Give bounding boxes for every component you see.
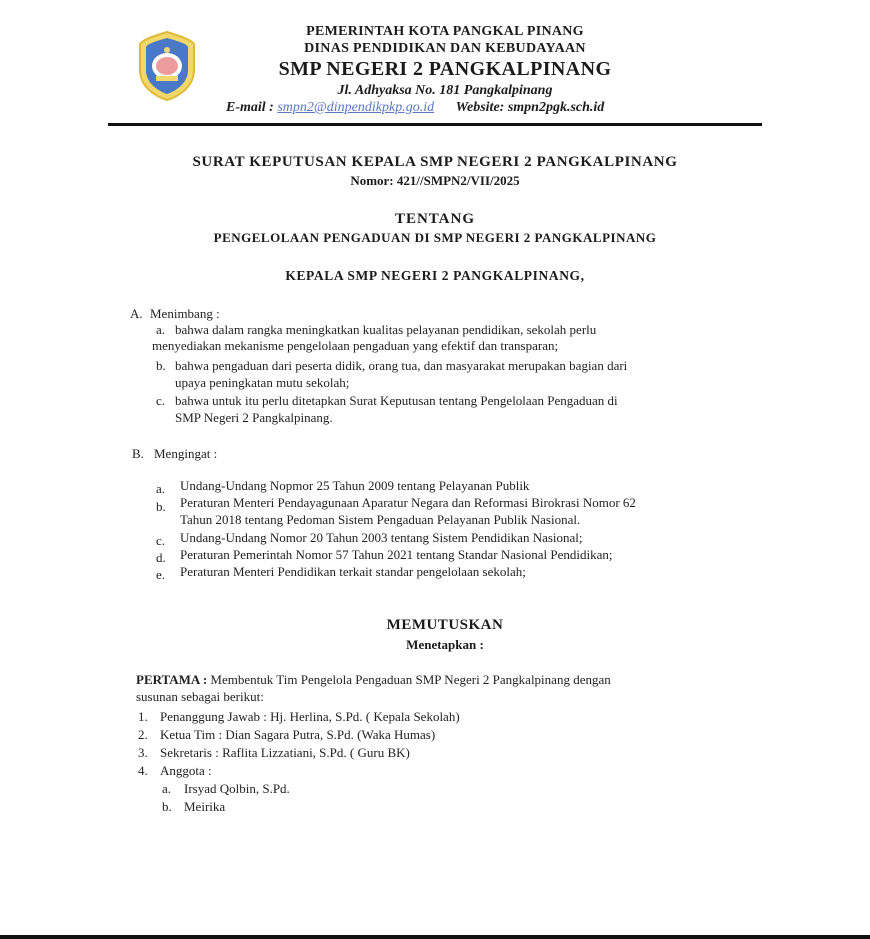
team-member-item: Sekretaris : Raflita Lizzatiani, S.Pd. ( Guru BK) (160, 745, 410, 760)
first-decision-text: Membentuk Tim Pengelola Pengaduan SMP Negeri 2 Pangkalpinang dengan (210, 672, 611, 687)
team-member-item: Ketua Tim : Dian Sagara Putra, S.Pd. (Waka Humas) (160, 727, 436, 742)
section-marker: B. (132, 446, 144, 461)
member-name: Irsyad Qolbin, S.Pd. (184, 781, 290, 796)
contact-line (226, 100, 604, 116)
website-value: smpn2pgk.sch.id (507, 100, 605, 115)
department-name: DINAS PENDIDIKAN DAN KEBUDAYAAN (304, 41, 586, 56)
government-name: PEMERINTAH KOTA PANGKAL PINANG (306, 24, 584, 39)
list-marker: b. (162, 799, 172, 814)
list-marker: 3. (138, 745, 148, 760)
section-marker: A. (130, 306, 143, 321)
email-label: E-mail : (226, 100, 274, 115)
first-decision-continuation: susunan sebagai berikut: (136, 689, 264, 704)
list-marker: c. (156, 393, 166, 408)
website-label: Website: (455, 100, 505, 115)
list-item: Peraturan Menteri Pendayagunaan Aparatur Negara dan Reformasi Birokrasi Nomor 62 (180, 495, 636, 510)
list-marker: 1. (138, 709, 148, 724)
list-marker: b. (156, 358, 166, 373)
list-marker: 4. (138, 763, 148, 778)
list-item-continuation: menyediakan mekanisme pengelolaan pengaduan yang efektif dan transparan; (152, 338, 559, 353)
list-marker: d. (156, 550, 166, 565)
list-item-continuation: Tahun 2018 tentang Pedoman Sistem Pengaduan Pelayanan Publik Nasional. (180, 512, 581, 527)
list-marker: a. (156, 322, 166, 337)
decree-subject: PENGELOLAAN PENGADUAN DI SMP NEGERI 2 PANGKALPINANG (213, 230, 657, 245)
school-address: Jl. Adhyaksa No. 181 Pangkalpinang (337, 83, 553, 98)
member-name: Meirika (184, 799, 226, 814)
page-bottom-edge (0, 935, 870, 939)
list-item: bahwa pengaduan dari peserta didik, orang tua, dan masyarakat merupakan bagian dari (175, 358, 628, 373)
first-decision (136, 672, 611, 688)
list-marker: e. (156, 567, 166, 582)
list-item-continuation: upaya peningkatan mutu sekolah; (175, 375, 350, 390)
list-marker: a. (156, 481, 166, 496)
first-decision-label: PERTAMA : (136, 672, 208, 687)
decree-number: Nomor: 421//SMPN2/VII/2025 (350, 173, 520, 188)
school-emblem-logo (136, 30, 198, 102)
team-member-item: Penanggung Jawab : Hj. Herlina, S.Pd. ( Kepala Sekolah) (160, 709, 460, 724)
list-item: Undang-Undang Nopmor 25 Tahun 2009 tentang Pelayanan Publik (180, 478, 530, 493)
letterhead-divider (108, 123, 762, 126)
list-item: bahwa untuk itu perlu ditetapkan Surat Keputusan tentang Pengelolaan Pengaduan di (175, 393, 618, 408)
decide-heading: MEMUTUSKAN (386, 617, 504, 633)
list-item: Undang-Undang Nomor 20 Tahun 2003 tentang Sistem Pendidikan Nasional; (180, 530, 583, 545)
team-member-item: Anggota : (160, 763, 212, 778)
list-item: Peraturan Pemerintah Nomor 57 Tahun 2021 tentang Standar Nasional Pendidikan; (180, 547, 613, 562)
list-item: Peraturan Menteri Pendidikan terkait standar pengelolaan sekolah; (180, 564, 526, 579)
school-name: SMP NEGERI 2 PANGKALPINANG (278, 58, 612, 80)
list-marker: a. (162, 781, 172, 796)
list-item-continuation: SMP Negeri 2 Pangkalpinang. (175, 410, 333, 425)
menimbang-heading: Menimbang : (150, 306, 220, 321)
list-marker: 2. (138, 727, 148, 742)
list-marker: c. (156, 533, 166, 548)
establish-subheading: Menetapkan : (406, 637, 484, 652)
decree-title: SURAT KEPUTUSAN KEPALA SMP NEGERI 2 PANGKALPINANG (192, 154, 678, 170)
email-link[interactable]: smpn2@dinpendikpkp.go.id (277, 100, 435, 115)
principal-heading: KEPALA SMP NEGERI 2 PANGKALPINANG, (285, 268, 585, 283)
list-marker: b. (156, 499, 166, 514)
mengingat-heading: Mengingat : (154, 446, 218, 461)
about-heading: TENTANG (394, 211, 476, 227)
list-item: bahwa dalam rangka meningkatkan kualitas pelayanan pendidikan, sekolah perlu (175, 322, 597, 337)
